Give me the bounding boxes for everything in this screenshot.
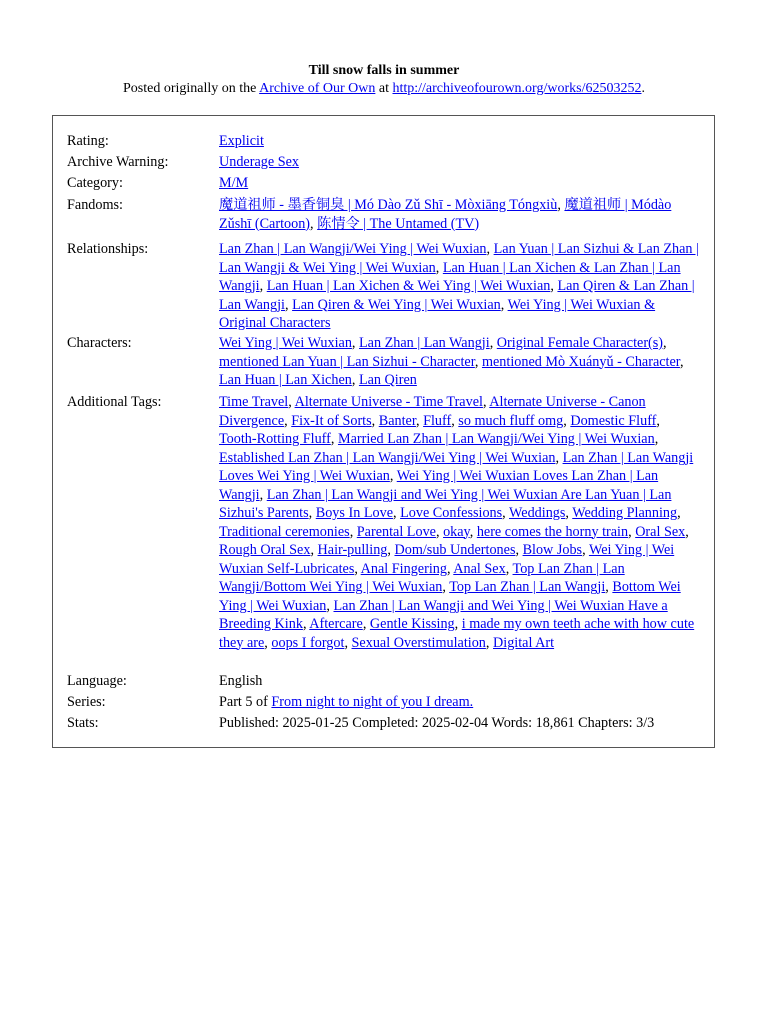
tag-link[interactable]: 魔道祖师 | Módào Zǔshī (Cartoon) [219,197,672,232]
tags-label: Additional Tags: [67,394,162,410]
tag-link[interactable]: here comes the horny train [476,523,629,540]
tag-link[interactable]: Lan Huan | Lan Xichen [219,372,352,388]
series-prefix: Part 5 of [219,694,272,710]
tag-link[interactable]: Lan Zhan | Lan Wangji [359,335,490,351]
tag-link[interactable]: Wedding Planning [572,505,678,521]
tag-link[interactable]: Underage Sex [219,154,299,170]
tag-link[interactable]: Top Lan Zhan | Lan Wangji/Bottom Wei Ying | Wei Wuxian [219,560,625,595]
posted-suffix: . [641,81,645,96]
tag-link[interactable]: Fix-It of Sorts [291,412,372,429]
tag-link[interactable]: Tooth-Rotting Fluff [219,431,331,447]
tag-link[interactable]: Wei Ying | Wei Wuxian Loves Lan Zhan | Lan Wangji [219,468,659,503]
stats-label: Stats: [67,715,99,731]
characters-value: Wei Ying | Wei Wuxian, Lan Zhan | Lan Wangji, Original Female Character(s), mentioned Lan Yuan | Lan Sizhui - Character, mentioned Mò Xuányǔ - Character, Lan Huan | Lan Xichen, Lan Qiren [219,335,684,388]
tag-link[interactable]: 魔道祖师 - 墨香铜臭 | Mó Dào Zǔ Shī - Mòxiāng Tóngxiù [219,197,558,213]
relationships-label: Relationships: [67,241,149,257]
tag-link[interactable]: Domestic Fluff [570,412,657,429]
tag-link[interactable]: Lan Yuan | Lan Sizhui & Lan Zhan | Lan Wangji & Wei Ying | Wei Wuxian [219,241,699,276]
tag-link[interactable]: i made my own teeth ache with how cute they are [219,616,695,651]
tag-link[interactable]: Top Lan Zhan | Lan Wangji [449,579,606,595]
tag-link[interactable]: Lan Zhan | Lan Wangji/Wei Ying | Wei Wuxian [219,241,487,257]
tag-link[interactable]: Alternate Universe - Time Travel [294,394,483,410]
series-value [219,693,699,712]
characters-label: Characters: [67,335,132,351]
tag-link[interactable]: Hair-pulling [317,542,388,558]
tag-link[interactable]: Digital Art [493,634,555,651]
tag-link[interactable]: Love Confessions [400,505,503,521]
work-title: Till snow falls in summer [308,63,460,78]
tag-link[interactable]: Lan Zhan | Lan Wangji and Wei Ying | Wei Wuxian Are Lan Yuan | Lan Sizhui's Parents [219,486,672,521]
tag-link[interactable]: Traditional ceremonies [219,523,350,540]
posted-prefix: Posted originally on the [123,81,260,96]
language-label: Language: [67,673,127,689]
tag-link[interactable]: Sexual Overstimulation [351,634,486,651]
tag-link[interactable]: mentioned Lan Yuan | Lan Sizhui - Character [219,353,475,370]
tag-link[interactable]: Lan Qiren & Lan Zhan | Lan Wangji [219,278,695,313]
rating-label: Rating: [67,133,109,149]
tag-link[interactable]: Blow Jobs [522,542,583,558]
tag-link[interactable]: M/M [219,175,249,191]
tag-link[interactable]: Fluff [423,412,452,429]
stats-value: Published: 2025-01-25 Completed: 2025-02-04 Words: 18,861 Chapters: 3/3 [219,715,655,731]
tag-link[interactable]: Aftercare [309,616,363,632]
tag-link[interactable]: Lan Zhan | Lan Wangji and Wei Ying | Wei Wuxian Have a Breeding Kink [219,597,668,632]
tag-link[interactable]: Gentle Kissing [369,616,455,632]
site-link[interactable]: Archive of Our Own [259,81,376,96]
tag-link[interactable]: okay [443,523,470,540]
warning-label: Archive Warning: [67,154,169,170]
tag-link[interactable]: mentioned Mò Xuányǔ - Character [481,353,680,370]
tag-link[interactable]: Wei Ying | Wei Wuxian Self-Lubricates [219,542,675,577]
posted-line [0,80,768,98]
fandoms-value: 魔道祖师 - 墨香铜臭 | Mó Dào Zǔ Shī - Mòxiāng Tóngxiù, 魔道祖师 | Módào Zǔshī (Cartoon), 陈情令 | The Untamed (TV) [219,197,672,232]
tag-link[interactable]: Explicit [219,133,264,149]
tags-value: Time Travel, Alternate Universe - Time Travel, Alternate Universe - Canon Divergence, Fix-It of Sorts, Banter, Fluff, so much fluff omg, Domestic Fluff, Tooth-Rotting Fluff, Married Lan Zhan | Lan Wangji/Wei Ying | Wei Wuxian, Established Lan Zhan | Lan Wangji/Wei Ying | Wei Wuxian, Lan Zhan | Lan Wangji Loves Wei Ying | Wei Wuxian, Wei Ying | Wei Wuxian Loves Lan Zhan | Lan Wangji, Lan Zhan | Lan Wangji and Wei Ying | Wei Wuxian Are Lan Yuan | Lan Sizhui's Parents, Boys In Love, Love Confessions, Weddings, Wedding Planning, Traditional ceremonies, Parental Love, okay, here comes the horny train, Oral Sex, Rough Oral Sex, Hair-pulling, Dom/sub Undertones, Blow Jobs, Wei Ying | Wei Wuxian Self-Lubricates, Anal Fingering, Anal Sex, Top Lan Zhan | Lan Wangji/Bottom Wei Ying | Wei Wuxian, Top Lan Zhan | Lan Wangji, Bottom Wei Ying | Wei Wuxian, Lan Zhan | Lan Wangji and Wei Ying | Wei Wuxian Have a Breeding Kink, Aftercare, Gentle Kissing, i made my own teeth ache with how cute they are, oops I forgot, Sexual Overstimulation, Digital Art [219,394,695,651]
tag-link[interactable]: 陈情令 | The Untamed (TV) [317,215,480,232]
tag-link[interactable]: Lan Zhan | Lan Wangji Loves Wei Ying | Wei Wuxian [219,449,694,484]
tag-link[interactable]: Time Travel [219,394,289,410]
work-meta [52,115,715,748]
tag-link[interactable]: Oral Sex [635,523,686,540]
relationships-value: Lan Zhan | Lan Wangji/Wei Ying | Wei Wuxian, Lan Yuan | Lan Sizhui & Lan Zhan | Lan Wangji & Wei Ying | Wei Wuxian, Lan Huan | Lan Xichen & Lan Zhan | Lan Wangji, Lan Huan | Lan Xichen & Wei Ying | Wei Wuxian, Lan Qiren & Lan Zhan | Lan Wangji, Lan Qiren & Wei Ying | Wei Wuxian, Wei Ying | Wei Wuxian & Original Characters [219,241,699,331]
tag-link[interactable]: oops I forgot [271,634,345,651]
work-url-link[interactable]: http://archiveofourown.org/works/62503252 [392,81,642,96]
tag-link[interactable]: Established Lan Zhan | Lan Wangji/Wei Ying | Wei Wuxian [219,449,556,466]
tag-link[interactable]: Original Female Character(s) [496,335,664,351]
posted-mid: at [375,81,393,96]
tag-link[interactable]: Lan Qiren [358,372,417,388]
tag-link[interactable]: Wei Ying | Wei Wuxian [219,335,352,351]
series-label: Series: [67,694,106,710]
tag-link[interactable]: Lan Qiren & Wei Ying | Wei Wuxian [292,296,501,313]
language-value: English [219,673,263,689]
tag-link[interactable]: Dom/sub Undertones [394,542,516,558]
tag-link[interactable]: Married Lan Zhan | Lan Wangji/Wei Ying | Wei Wuxian [337,431,655,447]
tag-link[interactable]: Boys In Love [315,505,393,521]
tag-link[interactable]: Anal Sex [453,560,506,577]
tag-link[interactable]: Lan Huan | Lan Xichen & Lan Zhan | Lan Wangji [219,259,681,294]
tag-link[interactable]: Alternate Universe - Canon Divergence [219,394,646,429]
tag-link[interactable]: Wei Ying | Wei Wuxian & Original Characters [219,296,656,331]
rating-value [219,132,699,151]
tag-link[interactable]: Anal Fingering [360,560,447,577]
tag-link[interactable]: so much fluff omg [458,412,564,429]
tag-link[interactable]: Lan Huan | Lan Xichen & Wei Ying | Wei Wuxian [266,278,551,294]
tag-link[interactable]: Bottom Wei Ying | Wei Wuxian [219,579,681,614]
tag-link[interactable]: Banter [378,412,416,429]
category-value [219,174,699,193]
warning-value [219,153,699,172]
category-label: Category: [67,175,123,191]
tag-link[interactable]: Rough Oral Sex [219,542,311,558]
tag-link[interactable]: Weddings [509,505,566,521]
series-link[interactable]: From night to night of you I dream. [271,694,474,710]
tag-link[interactable]: Parental Love [356,523,436,540]
fandoms-label: Fandoms: [67,197,123,213]
